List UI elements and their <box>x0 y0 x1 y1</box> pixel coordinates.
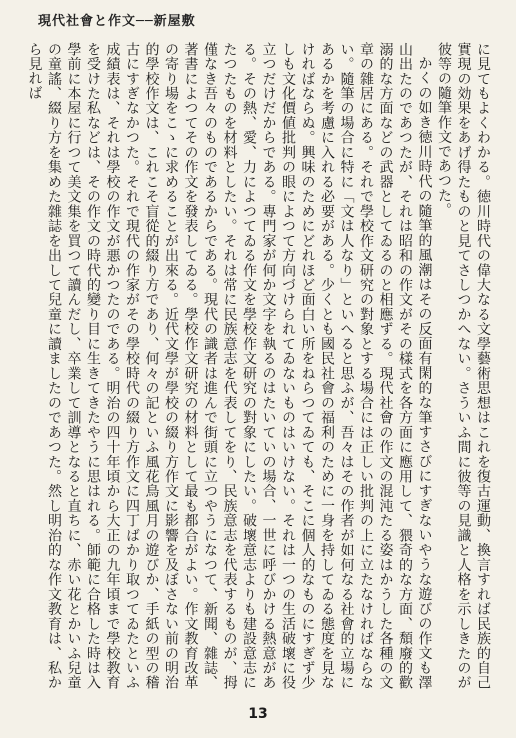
paragraph-1: に見てもよくわかる。徳川時代の偉大なる文學藝術思想はこれを復古運動、換言すれば民族的自己實現の効果をあげ得たものと見てさしつかへない。さういふ間に彼等の見識と人格を示しきたのが彼等の隨筆作文であつた。 <box>436 42 491 690</box>
body-text <box>24 42 492 690</box>
paragraph-2: かくの如き徳川時代の隨筆的風潮はその反面有閑的な筆すさびにすぎないやうな遊びの作文も澤山出たのであつたが、それは昭和の作文がその樣式を各方面に應用して、猥奇的な方面、頽廢的歡溺的な方面などの武器としてゐるのと相應ずる。現代社會の作文の混沌たる姿はかうした各種の文章の雜居にある。それで學校作文研究の對象とする場合には正しい批判の上に立たなければならない。隨筆の場合に特に「文は人なり」といへると思ふが、吾々はその作者が如何なる社會的立場にあるかを考慮に入れる必要がある。少くとも國民社會の福利のために一身を持してゐる態度を見なければならぬ。興味のためにどれほど面白い所をねらつてゐても、そこに個人的なものにすぎず少しも文化價値批判の眼によつて方向づけられてゐないものはいけない。それは一つの生活破壞に役立つだけだからである。專門家が何か文字を執るのはたいていの場合、一世に呼びかける熱意がある。その熱、愛、力によつてゐる作文を學校作文研究の對象にしたい。破壞意志よりも建設意志にたつたものを材料としたい。それは常に民族意志を代表してをり、民族意志を代表するものが、拇僅なき吾々のものであるからである。現代の識者は進んで街頭に立つやうになつて、新聞、雜誌、著書によつてその作文を發表してゐる。學校作文研究の材料として最も都合がよい。作文教育改革の寄り場をこゝに求めることが出來る。近代文學が學校の綴り方作文に影響を及ぼさない前の明治的學校作文は、これこそ盲從的綴り方であり、何々の記といふ風花鳥風月の遊びか、手紙の型の稽古にすぎなかつた。それで現代の作家がその學校時代の綴り方作文に四丁ばかり取つてゐたといふ成績表は、それは學校の作文が悪かつたのである。明治の四十年頃から大正の九年頃まで學校教育を受けた私などは、その作文の時代的變り目に生きてきたやうに思はれる。師範に合格した時は入學前に本屋に行つて美文集を買つて讀んだし、卒業して訓導となると直ちに、赤い花とかいふ兒童の童謠、綴り方を集めた雜誌を出して兒童に讀ましたのであつた。然し明治的な作文教育は、私から見れば <box>26 42 433 690</box>
page-number: 13 <box>248 706 268 722</box>
running-header: 現代社會と作文──新屋敷 <box>38 14 196 29</box>
